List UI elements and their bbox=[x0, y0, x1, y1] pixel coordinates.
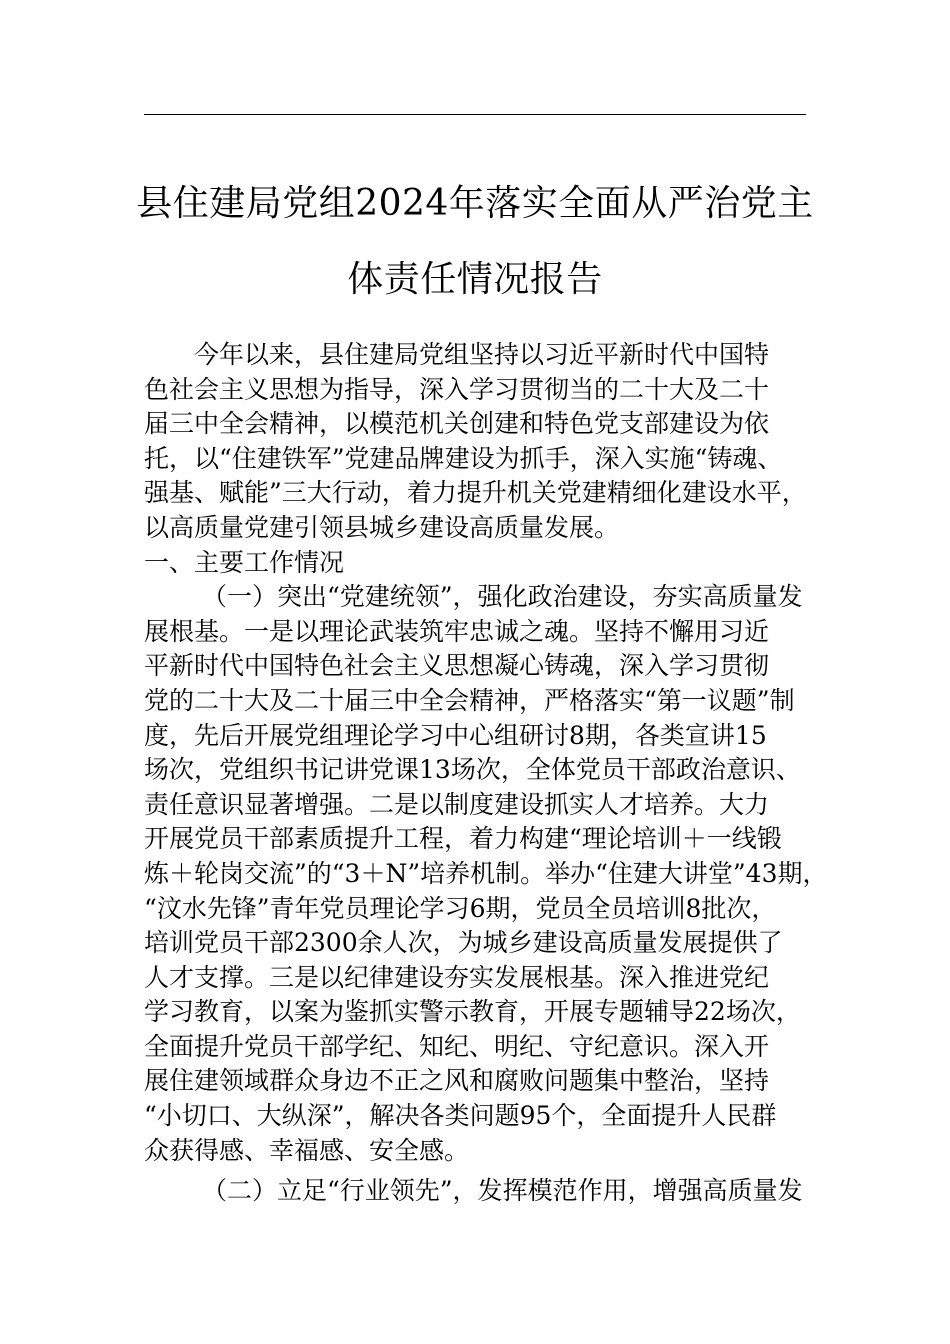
subsection-paragraph bbox=[144, 580, 834, 1168]
text-line: 炼＋轮岗交流”的“3＋N”培养机制。举办“住建大讲堂”43期， bbox=[144, 858, 828, 888]
text-line: 场次，党组织书记讲党课13场次，全体党员干部政治意识、 bbox=[144, 755, 801, 785]
text-line: 展住建领域群众身边不正之风和腐败问题集中整治，坚持 bbox=[144, 1066, 770, 1096]
title-line: 县住建局党组2024年落实全面从严治党主 bbox=[136, 183, 814, 224]
document-body bbox=[144, 338, 834, 1209]
text-line: 全面提升党员干部学纪、知纪、明纪、守纪意识。深入开 bbox=[144, 1031, 770, 1061]
text-line: 色社会主义思想为指导，深入学习贯彻当的二十大及二十 bbox=[144, 374, 770, 404]
title-line: 体责任情况报告 bbox=[347, 259, 603, 300]
text-line: 学习教育，以案为鉴抓实警示教育，开展专题辅导22场次， bbox=[144, 997, 801, 1027]
text-line: （一）突出“党建统领”，强化政治建设，夯实高质量发 bbox=[202, 582, 803, 612]
text-line: （二）立足“行业领先”，发挥模范作用，增强高质量发 bbox=[202, 1176, 803, 1206]
text-line: 党的二十大及二十届三中全会精神，严格落实“第一议题”制 bbox=[144, 685, 795, 715]
text-line: 众获得感、幸福感、安全感。 bbox=[144, 1135, 470, 1165]
text-line: 托，以“住建铁军”党建品牌建设为抓手，深入实施“铸魂、 bbox=[144, 443, 783, 473]
text-line: “汶水先锋”青年党员理论学习6期，党员全员培训8批次， bbox=[144, 893, 777, 923]
text-line: 人才支撑。三是以纪律建设夯实发展根基。深入推进党纪 bbox=[144, 962, 770, 992]
text-line: 度，先后开展党组理论学习中心组研讨8期，各类宣讲15 bbox=[144, 720, 767, 750]
text-line: 今年以来，县住建局党组坚持以习近平新时代中国特 bbox=[194, 340, 770, 369]
subsection-paragraph bbox=[144, 1174, 834, 1209]
text-line: 以高质量党建引领县城乡建设高质量发展。 bbox=[144, 512, 620, 542]
text-line: 责任意识显著增强。二是以制度建设抓实人才培养。大力 bbox=[144, 789, 770, 819]
text-line: 平新时代中国特色社会主义思想凝心铸魂，深入学习贯彻 bbox=[144, 651, 770, 681]
text-line: 展根基。一是以理论武装筑牢忠诚之魂。坚持不懈用习近 bbox=[144, 616, 770, 646]
intro-paragraph bbox=[144, 338, 834, 546]
text-line: 培训党员干部2300余人次，为城乡建设高质量发展提供了 bbox=[144, 928, 783, 958]
text-line: 强基、赋能”三大行动，着力提升机关党建精细化建设水平， bbox=[144, 478, 807, 508]
text-line: 届三中全会精神，以模范机关创建和特色党支部建设为依 bbox=[144, 409, 770, 439]
text-line: “小切口、大纵深”，解决各类问题95个，全面提升人民群 bbox=[144, 1101, 777, 1131]
section-heading-text: 一、主要工作情况 bbox=[144, 547, 345, 577]
document-title bbox=[120, 166, 830, 318]
header-rule bbox=[144, 114, 806, 115]
text-line: 开展党员干部素质提升工程，着力构建“理论培训＋一线锻 bbox=[144, 824, 782, 854]
section-heading bbox=[144, 546, 834, 581]
